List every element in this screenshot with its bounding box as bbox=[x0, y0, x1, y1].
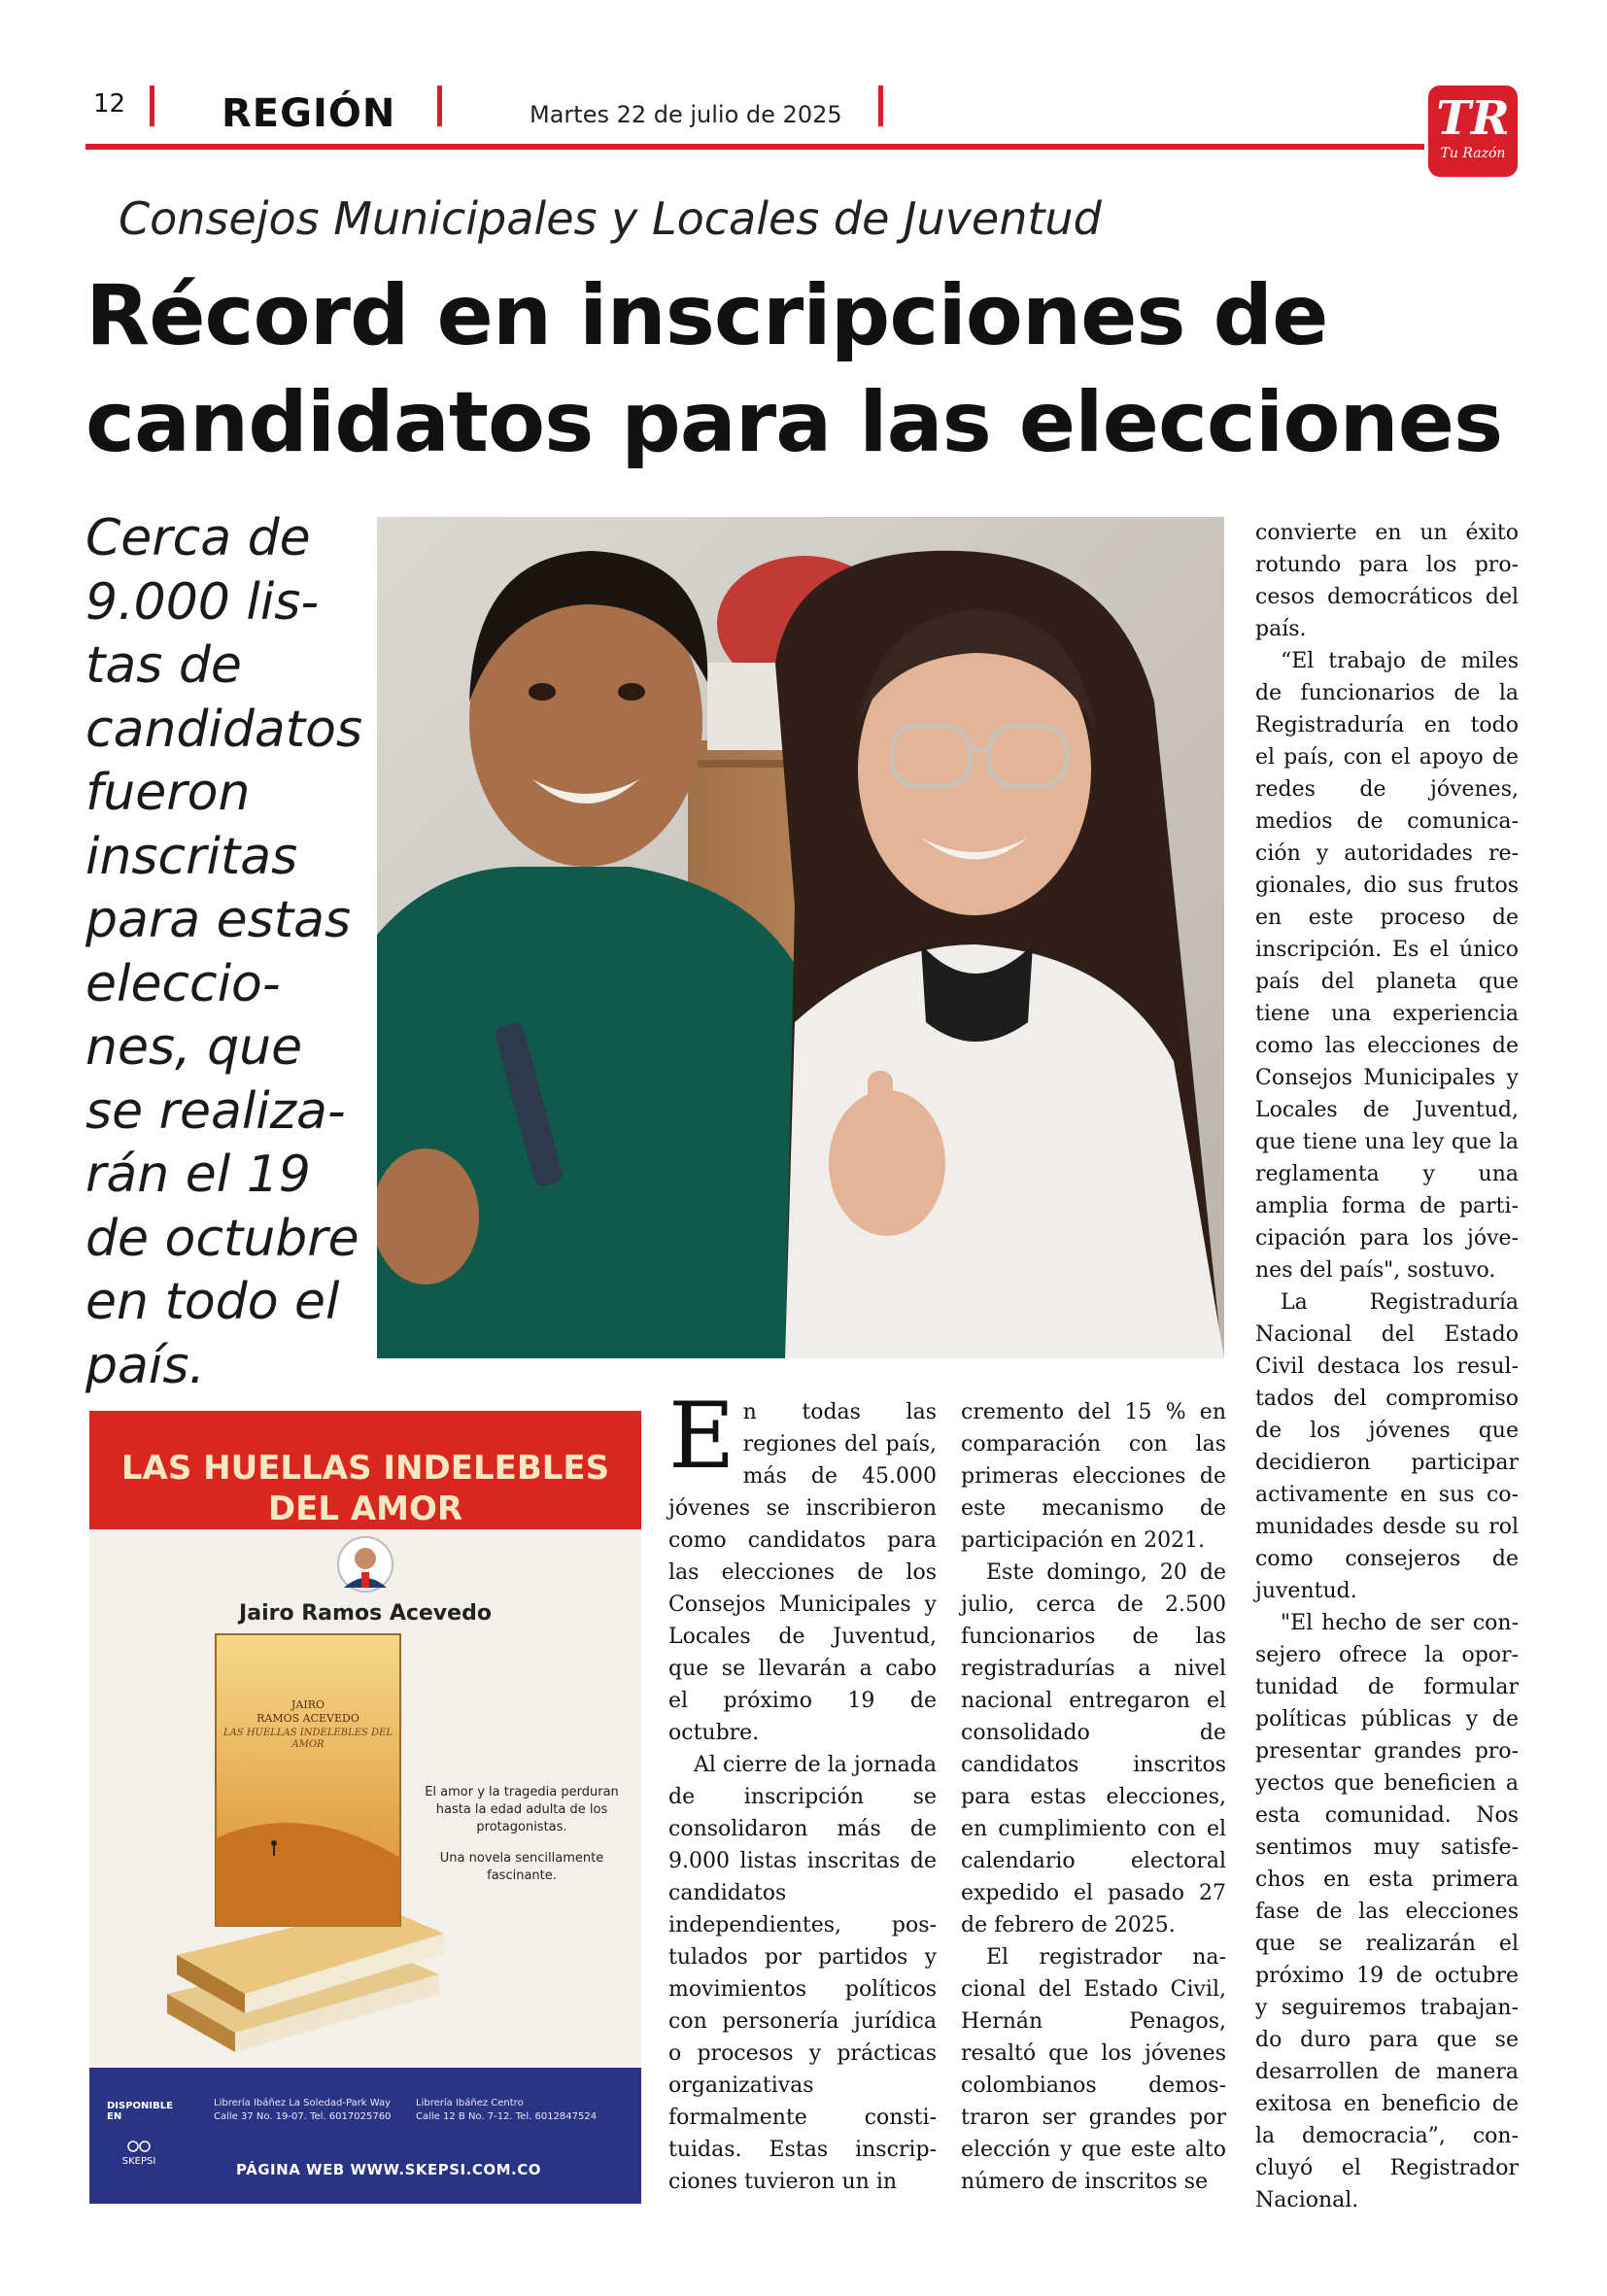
drop-cap: E bbox=[668, 1384, 735, 1490]
two-young-people-thumbs-up-photo bbox=[377, 517, 1224, 1358]
store-name: Librería Ibáñez Centro bbox=[416, 2098, 524, 2108]
pull-quote: Cerca de 9.000 listas de candidatos fueron inscritas para estas elecciones, que se realizarán el 19 de octubre en todo el país. bbox=[85, 509, 363, 1395]
page-header bbox=[0, 0, 1607, 161]
book-author-line: JAIRO bbox=[291, 1698, 325, 1711]
ad-footer bbox=[89, 2068, 641, 2204]
ad-title-line: LAS HUELLAS INDELEBLES bbox=[120, 1449, 610, 1488]
newspaper-logo bbox=[1428, 86, 1518, 177]
ad-website: PÁGINA WEB WWW.SKEPSI.COM.CO bbox=[236, 2161, 541, 2178]
article-paragraph: Al cierre de la jornada de inscripción se consolidaron más de 9.000 listas inscritas de candidatos independientes, postulados por partidos y movimientos políticos con personería jurídica o procesos y prácticas organizativas formalmente constituidas. Estas inscripciones tuvieron un in bbox=[668, 1753, 937, 2194]
article-paragraph: cremento del 15 % en comparación con las primeras elecciones de este mecanismo de participación en 2021. bbox=[961, 1400, 1226, 1553]
author-portrait-icon bbox=[330, 1535, 400, 1599]
book-author-line: RAMOS ACEVEDO bbox=[256, 1712, 359, 1725]
article-kicker: Consejos Municipales y Locales de Juventud bbox=[119, 192, 1102, 245]
headline-line: candidatos para las elecciones bbox=[85, 374, 1503, 471]
article-paragraph: La Registraduría Nacional del Estado Civil destaca los resultados del compromiso de los jóvenes que decidieron participar activamente en sus comunidades desde su rol como consejeros de juventud. bbox=[1255, 1290, 1519, 1603]
article-paragraph: El registrador nacional del Estado Civil, Hernán Penagos, resaltó que los jóvenes colombianos demostraron ser grandes por elección y que este alto número de inscritos se bbox=[961, 1945, 1226, 2194]
article-paragraph bbox=[668, 1384, 937, 1749]
store-address: Calle 12 B No. 7-12. Tel. 6012847524 bbox=[416, 2111, 598, 2122]
store-name: Librería Ibáñez La Soledad-Park Way bbox=[214, 2098, 392, 2108]
book-advertisement bbox=[89, 1411, 641, 2204]
article-column-3 bbox=[1255, 517, 1519, 2216]
publisher-name: SKEPSI bbox=[121, 2156, 156, 2167]
logo-name: Tu Razón bbox=[1440, 146, 1506, 161]
article-paragraph: “El trabajo de miles de funcionarios de la Registraduría en todo el país, con el apoyo de redes de jóvenes, medios de comunicación y autoridades regionales, dio sus frutos en este proceso de inscripción. Es el único país del planeta que tiene una experiencia como las elecciones de Consejos Municipales y Locales de Juventud, que tiene una ley que la reglamenta y una amplia forma de participación para los jóvenes del país", sostuvo. bbox=[1255, 649, 1519, 1283]
ad-blurb: Una novela sencillamente fascinante. bbox=[439, 1851, 604, 1883]
ad-store bbox=[214, 2097, 408, 2124]
article-paragraph: "El hecho de ser consejero ofrece la oportunidad de formular políticas públicas y de presentar grandes proyectos que beneficien a esta comunidad. Nos sentimos muy satisfechos en esta primera fase de las elecciones que se realizarán el próximo 19 de octubre y seguiremos trabajando duro para que se desarrollen de manera exitosa en beneficio de la democracia”, concluyó el Registrador Nacional. bbox=[1255, 1611, 1519, 2212]
ad-available-label: DISPONIBLE EN bbox=[107, 2101, 173, 2122]
article-column-1 bbox=[668, 1384, 937, 2198]
book-title: LAS HUELLAS INDELEBLES DEL AMOR bbox=[222, 1728, 393, 1750]
article-column-2 bbox=[961, 1396, 1226, 2198]
ad-blurb: El amor y la tragedia perduran hasta la edad adulta de los protagonistas. bbox=[425, 1785, 619, 1834]
section-label: REGIÓN bbox=[222, 91, 396, 136]
logo-mark: TR bbox=[1436, 91, 1510, 146]
header-divider bbox=[437, 86, 442, 126]
store-address: Calle 37 No. 19-07. Tel. 6017025760 bbox=[214, 2111, 392, 2122]
publisher-glyph-icon bbox=[126, 2140, 152, 2153]
article-paragraph: Este domingo, 20 de julio, cerca de 2.500 funcionarios de las registradurías a nivel nacional entregaron el consolidado de candidatos inscritos para estas elecciones, en cumplimiento con el calendario electoral expedido el pasado 27 de febrero de 2025. bbox=[961, 1560, 1226, 1937]
ad-banner bbox=[89, 1411, 641, 1529]
paragraph-text: n todas las regiones del país, más de 45.000 jóvenes se inscribieron como candidatos para las elecciones de los Consejos Municipales y Locales de Juventud, que se llevarán a cabo el próximo 19 de octubre. bbox=[668, 1400, 937, 1745]
publisher-logo bbox=[105, 2140, 173, 2167]
ad-title-line: DEL AMOR bbox=[267, 1490, 463, 1528]
article-headline bbox=[85, 262, 1543, 476]
book-cover bbox=[216, 1634, 400, 1926]
photo-illustration bbox=[377, 517, 1224, 1358]
ad-store bbox=[416, 2097, 633, 2124]
headline-line: Récord en inscripciones de bbox=[85, 267, 1328, 364]
header-divider bbox=[150, 86, 154, 126]
header-divider bbox=[878, 86, 883, 126]
ad-title bbox=[89, 1448, 641, 1529]
article-paragraph: convierte en un éxito rotundo para los procesos democráticos del país. bbox=[1255, 521, 1519, 641]
ad-author: Jairo Ramos Acevedo bbox=[239, 1601, 492, 1626]
issue-date: Martes 22 de julio de 2025 bbox=[530, 101, 842, 128]
page-number: 12 bbox=[93, 89, 126, 119]
header-rule bbox=[85, 144, 1424, 150]
